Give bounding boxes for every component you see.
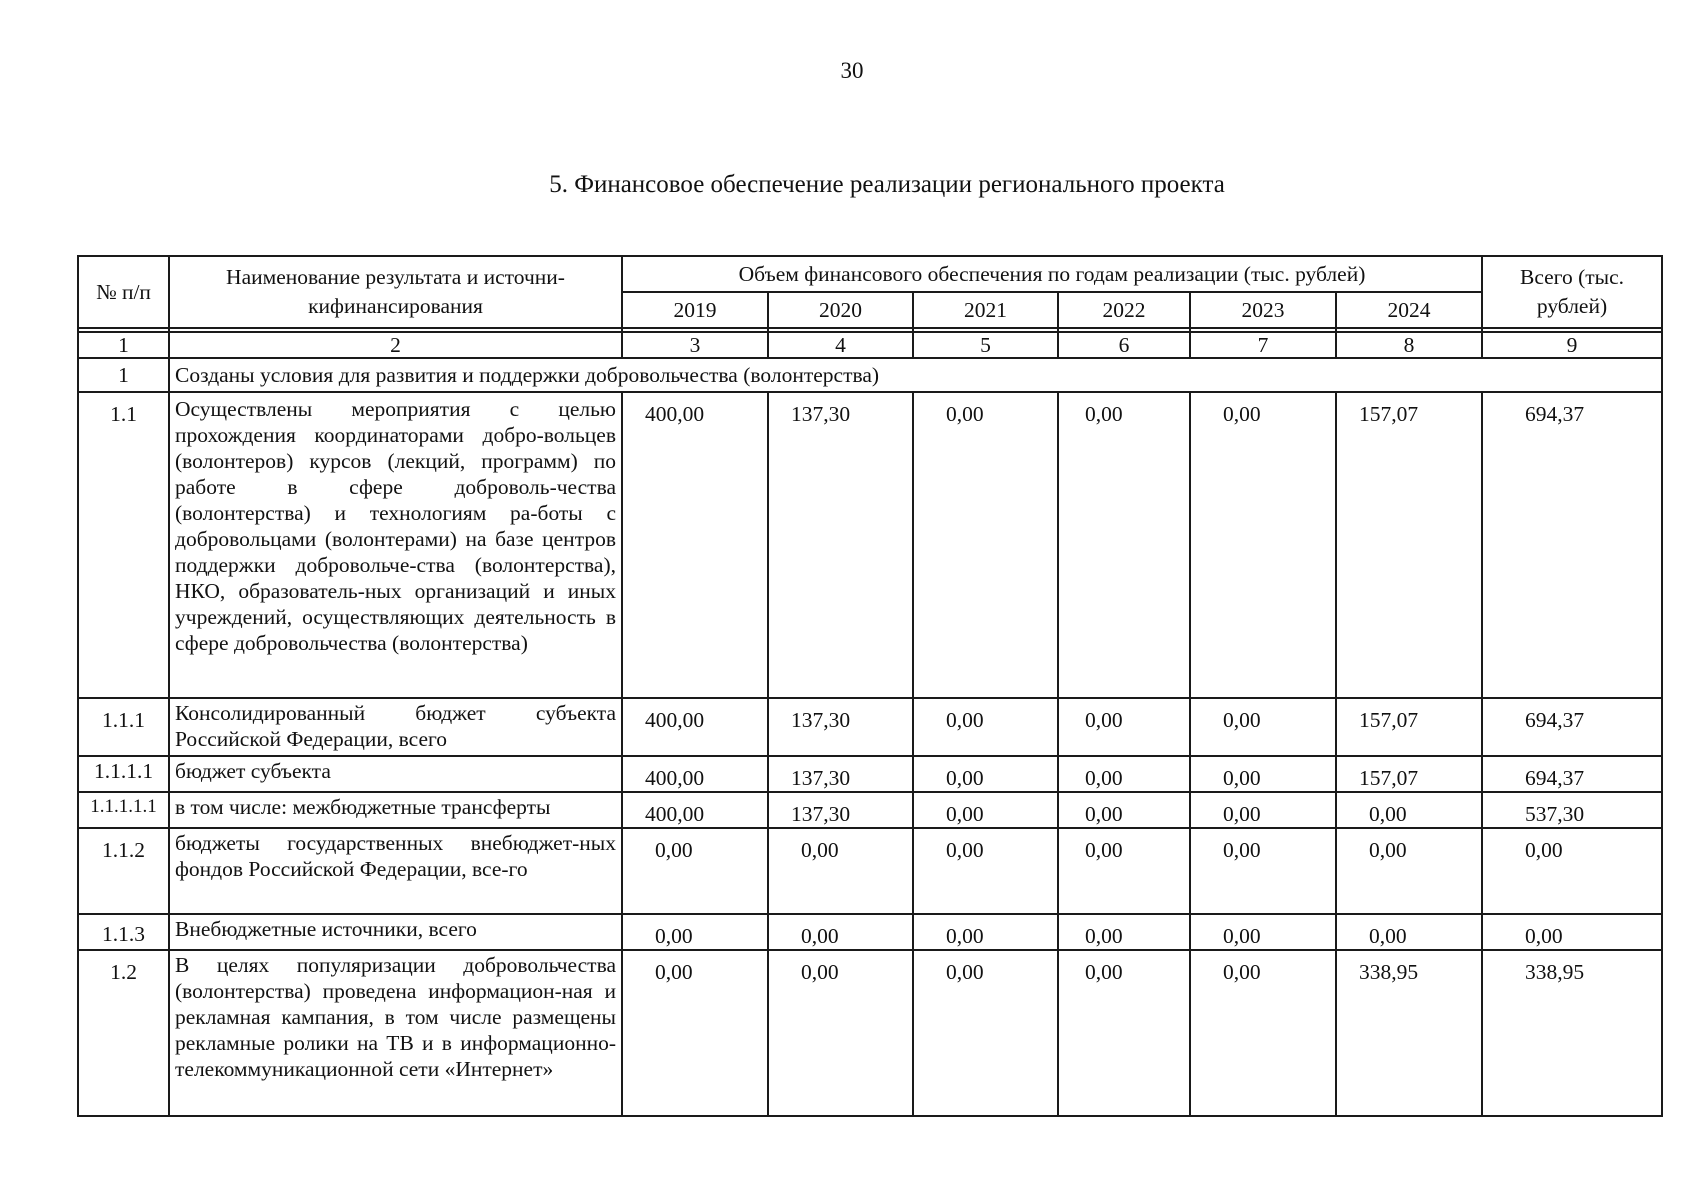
header-name: Наименование результата и источни-кифинансирования: [169, 256, 622, 328]
value-2023: 0,00: [1190, 828, 1336, 914]
section-number: 1: [78, 358, 169, 392]
value-2019: 400,00: [622, 698, 768, 756]
column-number-row: [78, 332, 1662, 358]
value-2021: 0,00: [913, 828, 1058, 914]
header-year: 2023: [1190, 292, 1336, 328]
header-year: 2022: [1058, 292, 1190, 328]
column-number: 1: [78, 332, 169, 358]
value-2021: 0,00: [913, 756, 1058, 792]
value-2024: 0,00: [1336, 914, 1482, 950]
value-2023: 0,00: [1190, 792, 1336, 828]
value-total: 0,00: [1482, 914, 1662, 950]
row-name: в том числе: межбюджетные трансферты: [169, 792, 622, 828]
value-2020: 0,00: [768, 914, 913, 950]
table-row: [78, 392, 1662, 698]
header-num: № п/п: [78, 256, 169, 328]
value-2021: 0,00: [913, 792, 1058, 828]
value-2022: 0,00: [1058, 828, 1190, 914]
row-number: 1.1.1: [78, 698, 169, 756]
row-name: бюджеты государственных внебюджет-ных фондов Российской Федерации, все-го: [169, 828, 622, 914]
row-number: 1.2: [78, 950, 169, 1116]
value-total: 694,37: [1482, 392, 1662, 698]
value-2020: 137,30: [768, 756, 913, 792]
value-total: 537,30: [1482, 792, 1662, 828]
value-2021: 0,00: [913, 950, 1058, 1116]
value-2024: 338,95: [1336, 950, 1482, 1116]
value-2024: 157,07: [1336, 392, 1482, 698]
value-total: 0,00: [1482, 828, 1662, 914]
page-number: 30: [840, 58, 864, 83]
row-number: 1.1: [78, 392, 169, 698]
value-2022: 0,00: [1058, 914, 1190, 950]
section-row: [78, 358, 1662, 392]
table-row: [78, 792, 1662, 828]
value-2019: 400,00: [622, 392, 768, 698]
value-2021: 0,00: [913, 392, 1058, 698]
value-2020: 137,30: [768, 698, 913, 756]
value-2020: 137,30: [768, 392, 913, 698]
column-number: 8: [1336, 332, 1482, 358]
value-2022: 0,00: [1058, 792, 1190, 828]
value-2022: 0,00: [1058, 392, 1190, 698]
row-name: Консолидированный бюджет субъекта Российской Федерации, всего: [169, 698, 622, 756]
header-total: Всего (тыс. рублей): [1482, 256, 1662, 328]
row-name: Внебюджетные источники, всего: [169, 914, 622, 950]
value-2022: 0,00: [1058, 698, 1190, 756]
column-number: 3: [622, 332, 768, 358]
row-number: 1.1.3: [78, 914, 169, 950]
value-2024: 0,00: [1336, 828, 1482, 914]
column-number: 6: [1058, 332, 1190, 358]
value-2020: 137,30: [768, 792, 913, 828]
row-name: бюджет субъекта: [169, 756, 622, 792]
table-row: [78, 914, 1662, 950]
section-name: Созданы условия для развития и поддержки добровольчества (волонтерства): [169, 358, 1662, 392]
value-2019: 400,00: [622, 792, 768, 828]
value-2023: 0,00: [1190, 392, 1336, 698]
header-year: 2024: [1336, 292, 1482, 328]
value-total: 338,95: [1482, 950, 1662, 1116]
value-2020: 0,00: [768, 828, 913, 914]
value-2021: 0,00: [913, 698, 1058, 756]
header-volume-group: Объем финансового обеспечения по годам реализации (тыс. рублей): [622, 256, 1482, 292]
value-2022: 0,00: [1058, 756, 1190, 792]
table-row: [78, 828, 1662, 914]
value-2021: 0,00: [913, 914, 1058, 950]
value-2020: 0,00: [768, 950, 913, 1116]
column-number: 7: [1190, 332, 1336, 358]
value-2023: 0,00: [1190, 950, 1336, 1116]
table-row: [78, 698, 1662, 756]
value-2023: 0,00: [1190, 914, 1336, 950]
value-2019: 0,00: [622, 950, 768, 1116]
value-total: 694,37: [1482, 756, 1662, 792]
header-year: 2020: [768, 292, 913, 328]
row-name: В целях популяризации добровольчества (волонтерства) проведена информацион-ная и рекламная кампания, в том числе размещены рекламные ролики на ТВ и в информационно-телекоммуникационной сети «Интернет»: [169, 950, 622, 1116]
financing-table: [77, 255, 1663, 1117]
row-name: Осуществлены мероприятия с целью прохождения координаторами добро-вольцев (волонтеров) курсов (лекций, программ) по работе в сфере доброволь-чества (волонтерства) и технологиям ра-боты с добровольцами (волонтерами) на базе центров поддержки добровольче-ства (волонтерства), НКО, образователь-ных организаций и иных учреждений, осуществляющих деятельность в сфере добровольчества (волонтерства): [169, 392, 622, 698]
table-row: [78, 950, 1662, 1116]
value-2023: 0,00: [1190, 698, 1336, 756]
value-2022: 0,00: [1058, 950, 1190, 1116]
value-2019: 0,00: [622, 828, 768, 914]
row-number: 1.1.1.1: [78, 756, 169, 792]
value-2019: 400,00: [622, 756, 768, 792]
section-title: 5. Финансовое обеспечение реализации регионального проекта: [549, 171, 1225, 198]
value-2024: 157,07: [1336, 698, 1482, 756]
value-total: 694,37: [1482, 698, 1662, 756]
column-number: 5: [913, 332, 1058, 358]
column-number: 4: [768, 332, 913, 358]
value-2023: 0,00: [1190, 756, 1336, 792]
column-number: 2: [169, 332, 622, 358]
row-number: 1.1.1.1.1: [78, 792, 169, 828]
value-2024: 0,00: [1336, 792, 1482, 828]
table-row: [78, 756, 1662, 792]
header-year: 2019: [622, 292, 768, 328]
value-2019: 0,00: [622, 914, 768, 950]
column-number: 9: [1482, 332, 1662, 358]
value-2024: 157,07: [1336, 756, 1482, 792]
header-year: 2021: [913, 292, 1058, 328]
row-number: 1.1.2: [78, 828, 169, 914]
